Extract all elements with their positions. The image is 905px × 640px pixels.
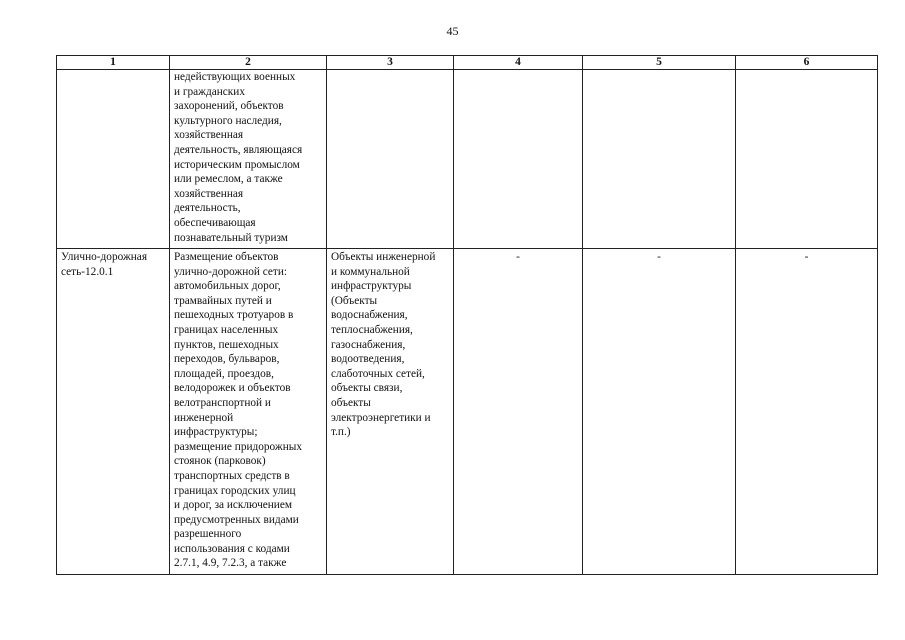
table-row <box>57 70 878 249</box>
regulation-table <box>56 55 878 575</box>
table-cell-col3 <box>327 70 454 249</box>
table-cell-col6: - <box>736 249 878 575</box>
table-cell-col5: - <box>583 249 736 575</box>
header-col-4: 4 <box>454 56 583 70</box>
header-col-3: 3 <box>327 56 454 70</box>
table-cell-col5 <box>583 70 736 249</box>
page-number: 45 <box>446 24 459 38</box>
header-row <box>57 56 878 70</box>
table-cell-col4 <box>454 70 583 249</box>
land-use-description-cell: Размещение объектов улично-дорожной сети: автомобильных дорог, трамвайных путей и пешеходных тротуаров в границах населенных пунктов, пешеходных переходов, бульваров, площадей, проездов, велодорожек и объектов велотранспортной и инженерной инфраструктуры; размещение придорожных стоянок (парковок) транспортных средств в границах городских улиц и дорог, за исключением предусмотренных видами разрешенного использования с кодами 2.7.1, 4.9, 7.2.3, а также <box>170 249 327 575</box>
table-cell-col4: - <box>454 249 583 575</box>
table-cell-col6 <box>736 70 878 249</box>
auxiliary-use-cell: Объекты инженерной и коммунальной инфраструктуры (Объекты водоснабжения, теплоснабжения, газоснабжения, водоотведения, слаботочных сетей, объекты связи, объекты электроэнергетики и т.п.) <box>327 249 454 575</box>
table-cell-col1 <box>57 70 170 249</box>
table-row <box>57 249 878 575</box>
land-use-type-cell: Улично-дорожная сеть-12.0.1 <box>57 249 170 575</box>
header-col-2: 2 <box>170 56 327 70</box>
header-col-1: 1 <box>57 56 170 70</box>
table-cell-col2: недействующих военных и гражданских захоронений, объектов культурного наследия, хозяйственная деятельность, являющаяся историческим промыслом или ремеслом, а также хозяйственная деятельность, обеспечивающая познавательный туризм <box>170 70 327 249</box>
header-col-5: 5 <box>583 56 736 70</box>
header-col-6: 6 <box>736 56 878 70</box>
